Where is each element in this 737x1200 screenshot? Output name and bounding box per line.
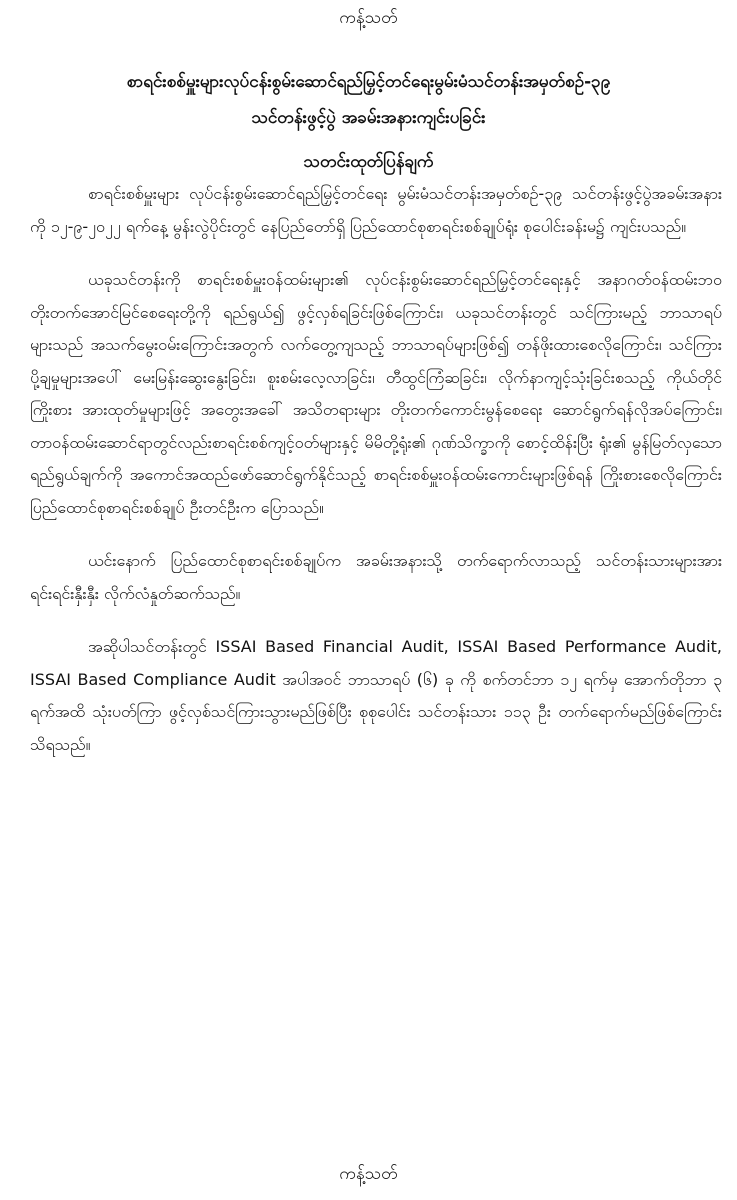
title-line-1: စာရင်းစစ်မှူးများလုပ်ငန်းစွမ်းဆောင်ရည်မြှင့်တင်ရေးမွမ်းမံသင်တန်းအမှတ်စဉ်-၃၉	[126, 72, 611, 92]
paragraph-3: ယင်းနောက် ပြည်ထောင်စုစာရင်းစစ်ချုပ်က အခမ်းအနားသို့ တက်ရောက်လာသည့် သင်တန်းသားများအား ရင်းရင်းနှီးနှီး လိုက်လံနှုတ်ဆက်သည်။	[30, 551, 722, 603]
title-line-2: သင်တန်းဖွင့်ပွဲ အခမ်းအနားကျင်းပခြင်း	[251, 108, 486, 128]
footer-classification: ကန့်သတ်	[339, 1164, 398, 1184]
paragraph-2: ယခုသင်တန်းကို စာရင်းစစ်မှူးဝန်ထမ်းများ၏ လုပ်ငန်းစွမ်းဆောင်ရည်မြှင့်တင်ရေးနှင့် အနာဂတ်ဝန်ထမ်းဘဝ တိုးတက်အောင်မြင်စေရေးတို့ကို ရည်ရွယ်၍ ဖွင့်လှစ်ရခြင်းဖြစ်ကြောင်း၊ ယခုသင်တန်းတွင် သင်ကြားမည့် ဘာသာရပ်များသည် အသက်မွေးဝမ်းကြောင်းအတွက် လက်တွေ့ကျသည့် ဘာသာရပ်များဖြစ်၍ တန်ဖိုးထားစေလိုကြောင်း၊ သင်ကြားပို့ချမှုများအပေါ် မေးမြန်းဆွေးနွေးခြင်း၊ စူးစမ်းလေ့လာခြင်း၊ တီထွင်ကြံဆခြင်း၊ လိုက်နာကျင့်သုံးခြင်းစသည့် ကိုယ်တိုင်ကြိုးစား အားထုတ်မှုများဖြင့် အတွေးအခေါ် အသိတရားများ တိုးတက်ကောင်းမွန်စေရေး ဆောင်ရွက်ရန်လိုအပ်ကြောင်း၊ တာဝန်ထမ်းဆောင်ရာတွင်လည်းစာရင်းစစ်ကျင့်ဝတ်များနှင့် မိမိတို့ရုံး၏ ဂုဏ်သိက္ခာကို စောင့်ထိန်းပြီး ရုံး၏ မွန်မြတ်လှသောရည်ရွယ်ချက်ကို အကောင်အထည်ဖော်ဆောင်ရွက်နိုင်သည့် စာရင်းစစ်မှူးဝန်ထမ်းကောင်းများဖြစ်ရန် ကြိုးစားစေလိုကြောင်း ပြည်ထောင်စုစာရင်းစစ်ချုပ် ဦးတင်ဦးက ပြောသည်။	[30, 270, 722, 517]
header-classification: ကန့်သတ်	[339, 8, 398, 28]
press-release-subtitle: သတင်းထုတ်ပြန်ချက်	[303, 152, 434, 172]
body-text	[30, 178, 722, 782]
paragraph-4: အဆိုပါသင်တန်းတွင် ISSAI Based Financial Audit, ISSAI Based Performance Audit, ISSAI Based Compliance Audit အပါအဝင် ဘာသာရပ် (၆) ခု ကို စက်တင်ဘာ ၁၂ ရက်မှ အောက်တိုဘာ ၃ ရက်အထိ သုံးပတ်ကြာ ဖွင့်လှစ်သင်ကြားသွားမည်ဖြစ်ပြီး စုစုပေါင်း သင်တန်းသား ၁၁၃ ဦး တက်ရောက်မည်ဖြစ်ကြောင်း သိရသည်။	[30, 637, 722, 754]
paragraph-1: စာရင်းစစ်မှူးများ လုပ်ငန်းစွမ်းဆောင်ရည်မြှင့်တင်ရေး မွမ်းမံသင်တန်းအမှတ်စဉ်-၃၉ သင်တန်းဖွင့်ပွဲအခမ်းအနားကို ၁၂-၉-၂၀၂၂ ရက်နေ့ မွန်းလွဲပိုင်းတွင် နေပြည်တော်ရှိ ပြည်ထောင်စုစာရင်းစစ်ချုပ်ရုံး စုပေါင်းခန်းမ၌ ကျင်းပသည်။	[30, 184, 722, 236]
title-block	[30, 64, 707, 180]
